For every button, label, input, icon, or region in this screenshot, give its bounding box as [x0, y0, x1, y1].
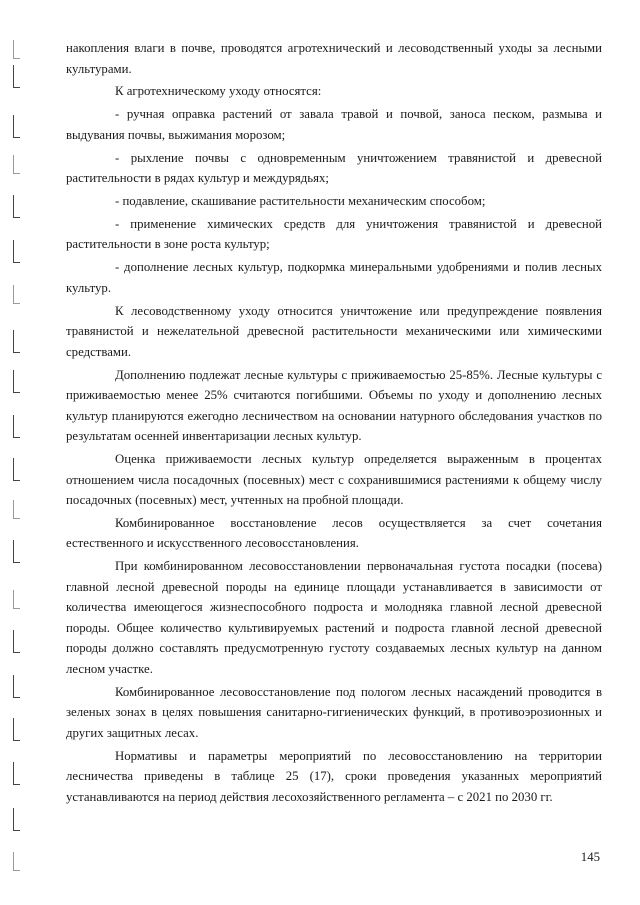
paragraph: Оценка приживаемости лесных культур определяется выраженным в процентах отношением числа посадочных (посевных) мест с сохранившимися растениями к общему числу посадочных (посевных) мест, учтенных на пробной площади.	[66, 452, 602, 508]
margin-mark	[13, 65, 20, 88]
paragraph: Нормативы и параметры мероприятий по лесовосстановлению на территории лесничества приведены в таблице 25 (17), сроки проведения указанных мероприятий устанавливаются на период действия лесохозяйственного регламента – с 2021 по 2030 гг.	[66, 748, 602, 804]
paragraph: Комбинированное восстановление лесов осуществляется за счет сочетания естественного и искусственного лесовосстановления.	[66, 515, 602, 551]
paragraph: К лесоводственному уходу относится уничтожение или предупреждение появления травянистой и нежелательной древесной растительности механическими или химическими средствами.	[66, 303, 602, 359]
page-number: 145	[580, 850, 600, 864]
paragraph: При комбинированном лесовосстановлении первоначальная густота посадки (посева) главной лесной древесной породы на единице площади устанавливается в зависимости от количества имеющегося жизнеспособного подроста и молодняка главной лесной древесной породы. Общее количество культивируемых растений и подроста главной лесной древесной породы должно составлять предусмотренную густоту создаваемых лесных культур на данном лесном участке.	[66, 559, 602, 676]
margin-mark	[13, 40, 20, 59]
margin-mark	[13, 630, 20, 653]
margin-mark	[13, 540, 20, 563]
margin-mark	[13, 240, 20, 263]
list-item: - подавление, скашивание растительности механическим способом;	[115, 194, 486, 209]
margin-mark	[13, 852, 20, 871]
margin-mark	[13, 762, 20, 785]
list-item: - рыхление почвы с одновременным уничтожением травянистой и древесной растительности в рядах культур и междурядьях;	[66, 150, 602, 186]
list-item: - применение химических средств для уничтожения травянистой и древесной растительности в зоне роста культур;	[66, 216, 602, 252]
binding-margin-marks	[0, 0, 30, 905]
margin-mark	[13, 458, 20, 481]
list-item: - ручная оправка растений от завала травой и почвой, заноса песком, размыва и выдувания почвы, выжимания морозом;	[66, 107, 602, 142]
body-text	[66, 38, 602, 809]
margin-mark	[13, 500, 20, 519]
paragraph: Дополнению подлежат лесные культуры с приживаемостью 25-85%. Лесные культуры с приживаемостью менее 25% считаются погибшими. Объемы по уходу и дополнению лесных культур планируются ежегодно лесничеством на основании натурного обследования участков по результатам осенней инвентаризации лесных культур.	[66, 367, 602, 444]
margin-mark	[13, 370, 20, 393]
paragraph: накопления влаги в почве, проводятся агротехнический и лесоводственный уходы за лесными культурами.	[66, 41, 602, 76]
margin-mark	[13, 115, 20, 138]
margin-mark	[13, 195, 20, 218]
margin-mark	[13, 155, 20, 174]
margin-mark	[13, 590, 20, 609]
margin-mark	[13, 285, 20, 304]
paragraph: К агротехническому уходу относятся:	[115, 84, 322, 99]
margin-mark	[13, 808, 20, 831]
paragraph: Комбинированное лесовосстановление под пологом лесных насаждений проводится в зеленых зонах в целях повышения санитарно-гигиенических функций, в противоэрозионных и других защитных лесах.	[66, 684, 602, 740]
margin-mark	[13, 415, 20, 438]
margin-mark	[13, 718, 20, 741]
margin-mark	[13, 675, 20, 698]
margin-mark	[13, 330, 20, 353]
list-item: - дополнение лесных культур, подкормка минеральными удобрениями и полив лесных культур.	[66, 260, 602, 295]
